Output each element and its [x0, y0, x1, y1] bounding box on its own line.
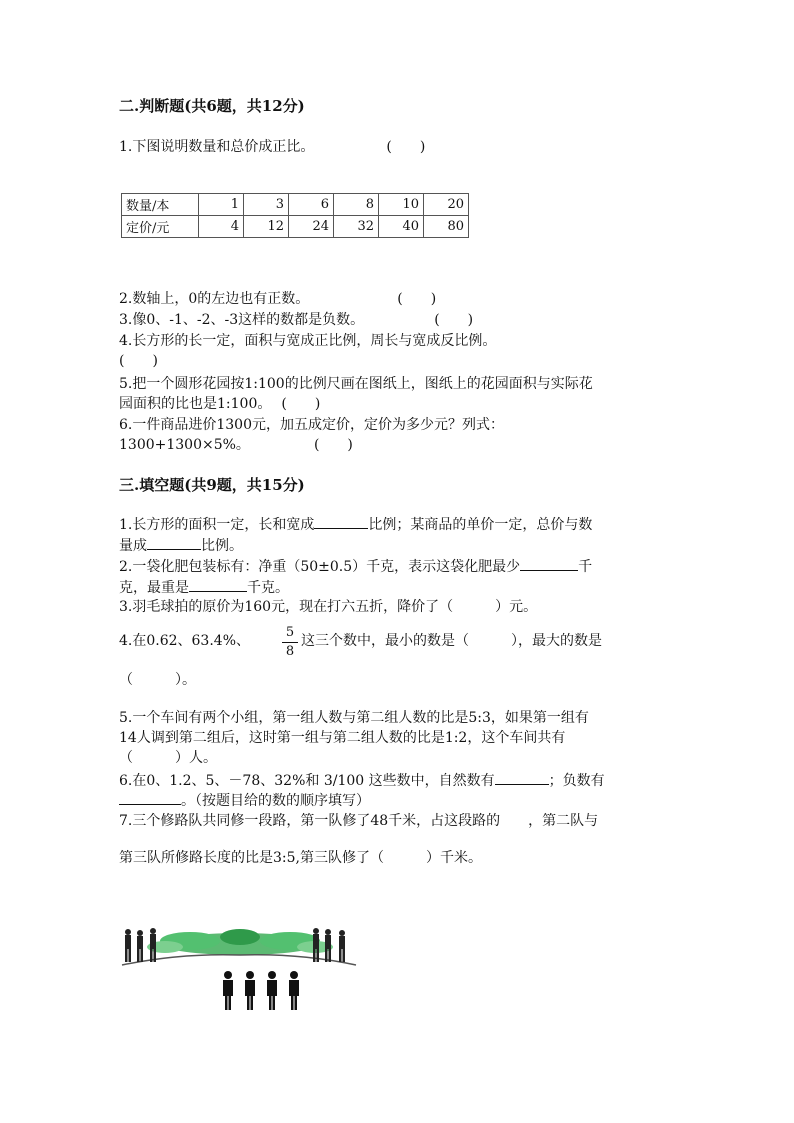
table-cell: 80: [424, 216, 469, 238]
fill-q1-text: 量成: [119, 538, 147, 554]
fill-q5-line1: 5.一个车间有两个小组，第一组人数与第二组人数的比是5:3，如果第一组有: [119, 710, 589, 726]
fill-q7-line2: 第三队所修路长度的比是3:5,第三队修了（ ）千米。: [119, 850, 482, 866]
fill-q7-line1: 7.三个修路队共同修一段路，第一队修了48千米，占这段路的 ，第二队与: [119, 813, 599, 829]
fill-q4-text: 这三个数中，最小的数是（ ），最大的数是: [301, 633, 603, 649]
table-row: [122, 216, 469, 238]
judgment-q5-line2: [119, 395, 320, 413]
right-workers: [313, 928, 345, 962]
fill-q1-text: 比例；某商品的单价一定，总价与数: [368, 517, 593, 533]
foliage-band: [147, 929, 333, 955]
fill-q1-text: 1.长方形的面积一定，长和宽成: [119, 517, 315, 533]
section-2-title: 二.判断题(共6题，共12分): [119, 97, 305, 115]
fill-q2-text: 2.一袋化肥包装标有：净重（50±0.5）千克，表示这袋化肥最少: [119, 559, 521, 575]
fill-q5-line3: （ ）人。: [119, 750, 217, 766]
judgment-q6-text: 1300+1300×5%。: [119, 437, 250, 453]
judgment-q2-text: 2.数轴上，0的左边也有正数。: [119, 291, 310, 307]
fill-q6-text: 6.在0、1.2、5、－78、32%和 3/100 这些数中，自然数有: [119, 773, 495, 789]
answer-paren[interactable]: ( ): [119, 353, 158, 369]
answer-blank[interactable]: [119, 790, 181, 805]
table-cell: 8: [334, 194, 379, 216]
fraction-denominator: 8: [285, 644, 295, 659]
table-cell: 1: [199, 194, 244, 216]
judgment-q3: [119, 311, 473, 329]
fill-q4-line1: [119, 632, 602, 650]
row-label: 数量/本: [122, 194, 199, 216]
fill-q2-line1: [119, 556, 592, 576]
fill-q6-line2: [119, 790, 370, 810]
table-row: [122, 194, 469, 216]
table-cell: 24: [289, 216, 334, 238]
fill-q1-line2: [119, 535, 243, 555]
fill-q1-line1: [119, 514, 592, 534]
fill-q2-text: 克，最重是: [119, 580, 189, 596]
road-workers-illustration: [120, 925, 360, 1025]
judgment-q6-line1: 6.一件商品进价1300元，加五成定价，定价为多少元？列式：: [119, 417, 504, 433]
quantity-price-table: [121, 193, 469, 238]
fill-q2-line2: [119, 577, 289, 597]
judgment-q5-line1: 5.把一个圆形花园按1:100的比例尺画在图纸上，图纸上的花园面积与实际花: [119, 376, 593, 392]
judgment-q1: [119, 138, 425, 156]
fill-q1-text: 比例。: [201, 538, 243, 554]
answer-blank[interactable]: [495, 770, 549, 785]
table-cell: 20: [424, 194, 469, 216]
table-cell: 4: [199, 216, 244, 238]
fraction-numerator: 5: [285, 625, 295, 640]
fill-q4-text: 4.在0.62、63.4%、: [119, 633, 251, 649]
fraction: [282, 625, 298, 660]
judgment-q3-text: 3.像0、-1、-2、-3这样的数都是负数。: [119, 312, 365, 328]
fill-q6-line1: [119, 770, 605, 790]
judgment-q4-line1: 4.长方形的长一定，面积与宽成正比例，周长与宽成反比例。: [119, 333, 497, 349]
fill-q6-text: ；负数有: [548, 773, 605, 789]
table-cell: 32: [334, 216, 379, 238]
judgment-q1-text: 1.下图说明数量和总价成正比。: [119, 139, 315, 155]
table-cell: 12: [244, 216, 289, 238]
fill-q5-line2: 14人调到第二组后，这时第一组与第二组人数的比是1:2，这个车间共有: [119, 730, 566, 746]
answer-blank[interactable]: [314, 514, 368, 529]
road-line: [122, 955, 356, 965]
answer-blank[interactable]: [520, 556, 578, 571]
table-cell: 6: [289, 194, 334, 216]
fill-q6-text: 。（按题目给的数的顺序填写）: [181, 793, 370, 809]
fill-q4-line2: （ ）。: [119, 672, 196, 688]
section-3-title: 三.填空题(共9题，共15分): [119, 476, 305, 494]
left-workers: [125, 928, 156, 962]
table-cell: 3: [244, 194, 289, 216]
judgment-q5-text: 园面积的比也是1:100。: [119, 396, 272, 412]
answer-paren[interactable]: ( ): [386, 139, 426, 155]
table-cell: 40: [379, 216, 424, 238]
answer-paren[interactable]: ( ): [397, 291, 437, 307]
answer-paren[interactable]: ( ): [313, 437, 353, 453]
judgment-q2: [119, 290, 436, 308]
answer-blank[interactable]: [189, 577, 247, 592]
judgment-q6-line2: [119, 436, 353, 454]
answer-paren[interactable]: ( ): [434, 312, 474, 328]
fill-q2-text: 千: [578, 559, 593, 575]
answer-blank[interactable]: [147, 535, 201, 550]
table-cell: 10: [379, 194, 424, 216]
row-label: 定价/元: [122, 216, 199, 238]
fill-q2-text: 千克。: [247, 580, 289, 596]
answer-paren[interactable]: ( ): [281, 396, 321, 412]
fill-q3: 3.羽毛球拍的原价为160元，现在打六五折，降价了（ ）元。: [119, 599, 538, 615]
fraction-bar: [282, 642, 298, 643]
four-workers: [223, 971, 299, 1010]
